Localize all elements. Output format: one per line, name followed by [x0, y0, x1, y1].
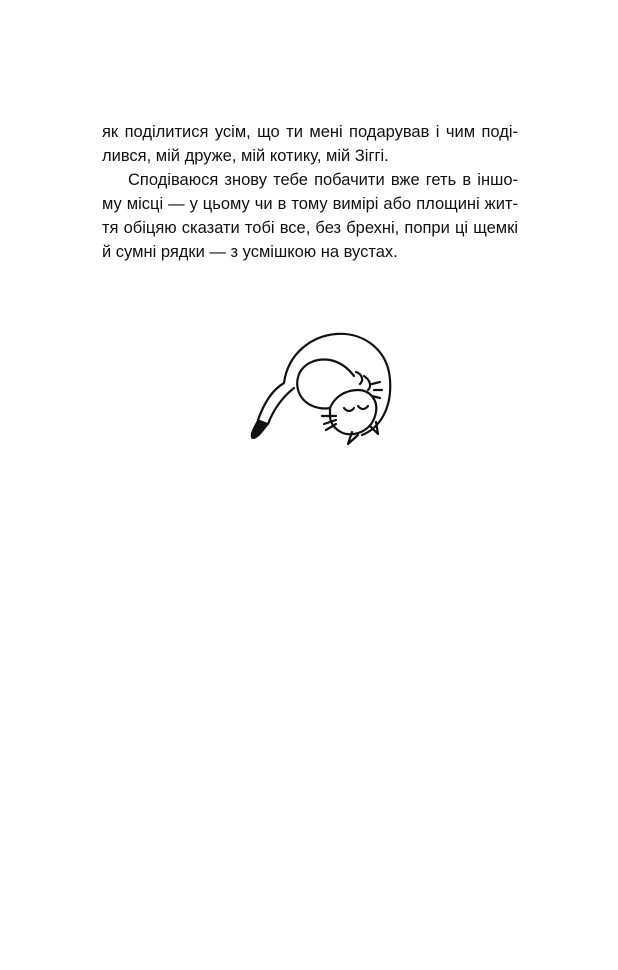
text-line: лився, мій друже, мій котику, мій Зіггі. — [102, 147, 389, 165]
sleeping-cat-icon — [244, 328, 394, 450]
text-line: му місці — у цьому чи в тому вимірі або площині жит- — [102, 195, 518, 213]
text-line: тя обіцяю сказати тобі все, без брехні, попри ці щемкі — [102, 219, 518, 237]
body-text — [102, 120, 518, 264]
text-line: Сподіваюся знову тебе побачити вже геть в іншо- — [128, 171, 518, 189]
text-line: й сумні рядки — з усмішкою на вустах. — [102, 243, 398, 261]
text-line: як поділитися усім, що ти мені подарував і чим поді- — [102, 123, 518, 141]
